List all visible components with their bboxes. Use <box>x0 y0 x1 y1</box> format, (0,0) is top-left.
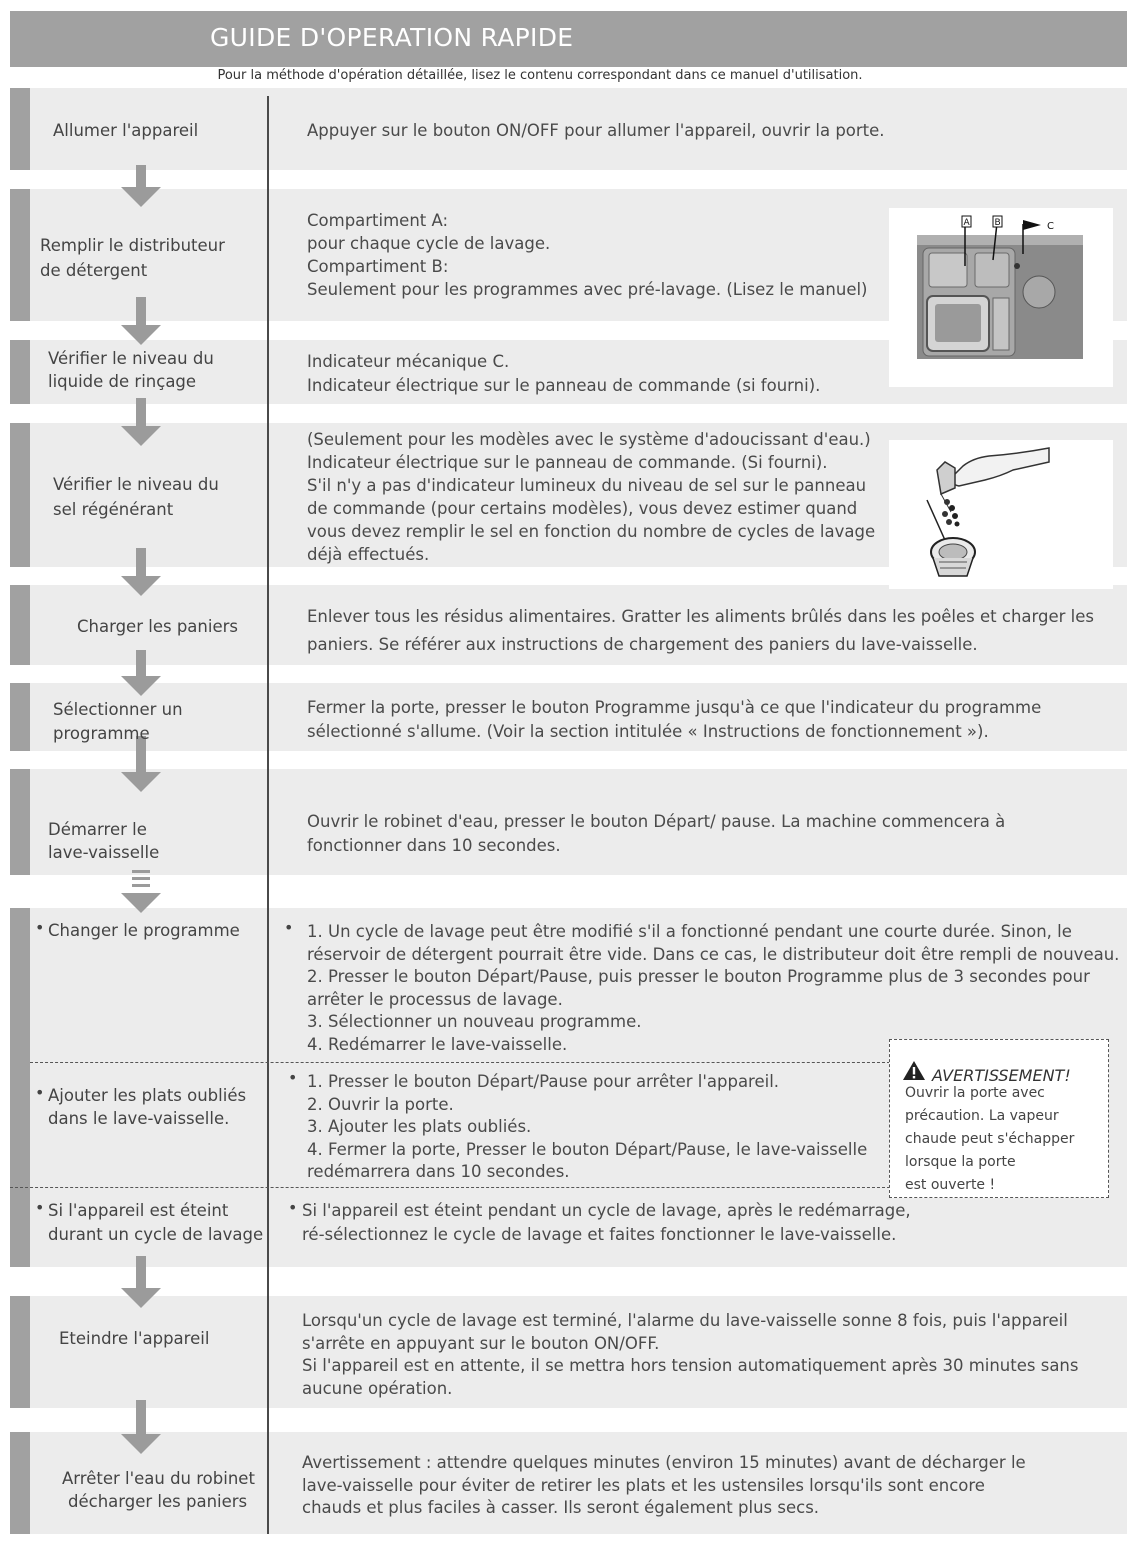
step-text-unload: Avertissement : attendre quelques minutes (environ 15 minutes) avant de décharger le lave-vaisselle pour éviter de retirer les plats et les ustensiles lorsqu'ils sont encore chauds et plus faciles à casser. Ils seront également plus secs. <box>302 1453 1026 1517</box>
flow-arrow-stem <box>136 1400 146 1434</box>
warning-box <box>889 1039 1109 1198</box>
dispenser-label-a: A <box>963 218 970 228</box>
accent-bar <box>10 585 30 665</box>
salt-fill-photo <box>889 440 1113 589</box>
accent-bar <box>10 683 30 751</box>
bullet-icon: • <box>288 1068 298 1087</box>
step-text-change-program: 1. Un cycle de lavage peut être modifié s'il a fonctionné pendant une courte durée. Sinon, le réservoir de détergent pourrait être vide. Dans ce cas, le distributeur doit être rempli de nouveau. 2. Presser le bouton Départ/Pause, puis presser le bouton Programme plus de 3 secondes pour arrêter le processus de lavage. 3. Sélectionner un nouveau programme. 4. Redémarrer le lave-vaisselle. <box>307 922 1120 1054</box>
step-text-add-dishes: 1. Presser le bouton Départ/Pause pour arrêter l'appareil. 2. Ouvrir la porte. 3. Ajouter les plats oubliés. 4. Fermer la porte, Presser le bouton Départ/Pause, le lave-vaisselle redémarrera dans 10 secondes. <box>307 1072 868 1181</box>
step-text-detergent: Compartiment A: pour chaque cycle de lavage. Compartiment B: Seulement pour les programmes avec pré-lavage. (Lisez le manuel) <box>307 211 868 299</box>
step-label-change-program: Changer le programme <box>48 921 240 940</box>
flow-arrow-stem <box>136 1256 146 1288</box>
down-arrow-icon <box>121 576 161 596</box>
flow-arrow-stem <box>132 877 150 880</box>
accent-bar <box>10 1296 30 1408</box>
flow-arrow-stem <box>136 297 146 325</box>
step-label-unload: Arrêter l'eau du robinet décharger les paniers <box>62 1469 255 1511</box>
step-label-rinse-aid: Vérifier le niveau du liquide de rinçage <box>48 349 214 391</box>
accent-bar <box>10 88 30 170</box>
flow-arrow-stem <box>136 398 146 426</box>
accent-bar <box>10 423 30 567</box>
detergent-dispenser-illustration <box>889 208 1113 387</box>
step-text-salt: (Seulement pour les modèles avec le système d'adoucissant d'eau.) Indicateur électrique sur le panneau de commande. (Si fourni). S'il n'y a pas d'indicateur lumineux du niveau de sel sur le panneau de commande (pour certains modèles), vous devez estimer quand vous devez remplir le sel en fonction du nombre de cycles de lavage déjà effectués. <box>307 430 876 564</box>
warning-title: AVERTISSEMENT! <box>932 1066 1071 1085</box>
step-label-start: Démarrer le lave-vaisselle <box>48 820 160 862</box>
down-arrow-icon <box>121 1434 161 1454</box>
step-label-detergent: Remplir le distributeur de détergent <box>40 236 225 280</box>
step-label-power-on: Allumer l'appareil <box>53 121 199 140</box>
step-text-load-baskets: Enlever tous les résidus alimentaires. Gratter les aliments brûlés dans les poêles et charger les paniers. Se référer aux instructions de chargement des paniers du lave-vaisselle. <box>307 607 1094 654</box>
step-text-power-on: Appuyer sur le bouton ON/OFF pour allumer l'appareil, ouvrir la porte. <box>307 121 885 140</box>
accent-bar <box>10 340 30 404</box>
salt-filling-illustration <box>889 440 1113 589</box>
down-arrow-icon <box>121 772 161 792</box>
step-label-salt: Vérifier le niveau du sel régénérant <box>53 475 219 519</box>
accent-bar <box>10 908 30 1267</box>
step-label-load-baskets: Charger les paniers <box>77 617 238 636</box>
bullet-icon: • <box>35 1198 45 1217</box>
down-arrow-icon <box>121 676 161 696</box>
flow-arrow-stem <box>132 884 150 887</box>
down-arrow-icon <box>121 187 161 207</box>
dashed-divider <box>30 1062 890 1063</box>
bullet-icon: • <box>35 918 45 937</box>
step-text-start: Ouvrir le robinet d'eau, presser le bouton Départ/ pause. La machine commencera à fonctionner dans 10 secondes. <box>307 812 1006 855</box>
bullet-icon: • <box>284 918 294 937</box>
accent-bar <box>10 769 30 875</box>
dispenser-label-b: B <box>994 218 1001 228</box>
down-arrow-icon <box>121 893 161 913</box>
step-text-select-program: Fermer la porte, presser le bouton Programme jusqu'à ce que l'indicateur du programme sélectionné s'allume. (Voir la section intitulée « Instructions de fonctionnement »). <box>307 698 1042 741</box>
step-label-power-loss: Si l'appareil est éteint durant un cycle de lavage <box>48 1201 264 1244</box>
down-arrow-icon <box>121 1288 161 1308</box>
bullet-icon: • <box>35 1083 45 1102</box>
step-text-power-off: Lorsqu'un cycle de lavage est terminé, l'alarme du lave-vaisselle sonne 8 fois, puis l'appareil s'arrête en appuyant sur le bouton ON/OFF. Si l'appareil est en attente, il se mettra hors tension automatiquement après 30 minutes sans aucune opération. <box>302 1311 1079 1398</box>
flow-arrow-stem <box>136 548 146 576</box>
page-title: GUIDE D'OPERATION RAPIDE <box>210 23 574 52</box>
warning-text: Ouvrir la porte avec précaution. La vapeur chaude peut s'échapper lorsque la porte est ouverte ! <box>905 1085 1075 1193</box>
bullet-icon: • <box>288 1198 298 1217</box>
column-separator <box>267 96 269 1534</box>
step-label-select-program: Sélectionner un programme <box>53 700 183 743</box>
accent-bar <box>10 189 30 321</box>
accent-bar <box>10 1432 30 1534</box>
warning-triangle-icon <box>902 1060 926 1081</box>
step-label-add-dishes: Ajouter les plats oubliés dans le lave-vaisselle. <box>48 1086 247 1128</box>
dashed-divider <box>10 1187 890 1188</box>
dispenser-label-c: C <box>1047 221 1054 232</box>
dispenser-photo <box>889 208 1113 387</box>
down-arrow-icon <box>121 325 161 345</box>
flow-arrow-stem <box>136 165 146 187</box>
header-bar <box>10 11 1127 67</box>
step-text-rinse-aid: Indicateur mécanique C. Indicateur électrique sur le panneau de commande (si fourni). <box>307 352 821 395</box>
page-subtitle: Pour la méthode d'opération détaillée, lisez le contenu correspondant dans ce manuel d'utilisation. <box>217 68 863 83</box>
step-label-power-off: Eteindre l'appareil <box>59 1329 210 1348</box>
down-arrow-icon <box>121 426 161 446</box>
step-text-power-loss: Si l'appareil est éteint pendant un cycle de lavage, après le redémarrage, ré-sélectionnez le cycle de lavage et faites fonctionner le lave-vaisselle. <box>302 1201 911 1244</box>
flow-arrow-stem <box>132 870 150 873</box>
flow-arrow-stem <box>136 650 146 676</box>
